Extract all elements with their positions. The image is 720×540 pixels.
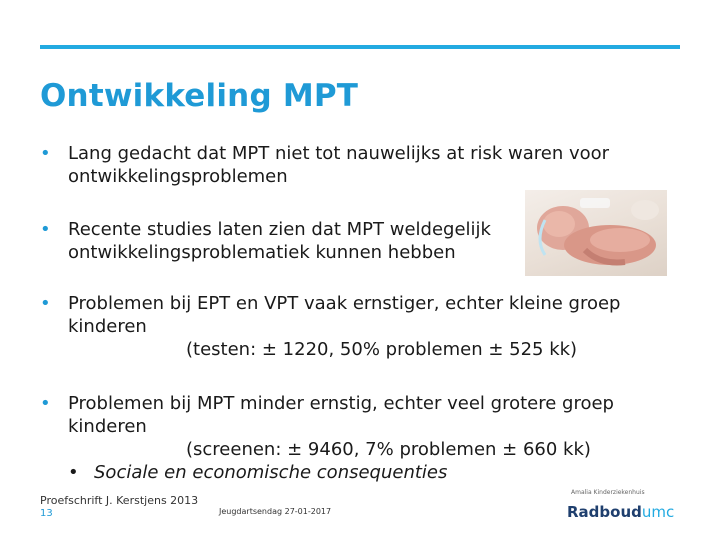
bullet-detail: (testen: ± 1220, 50% problemen ± 525 kk) xyxy=(186,339,578,360)
infant-illustration xyxy=(525,190,667,276)
bullet-item xyxy=(40,142,688,188)
top-accent-rule xyxy=(40,45,680,49)
radboudumc-logo xyxy=(567,503,674,521)
bullet-item xyxy=(40,292,698,361)
bullet-text: Recente studies laten zien dat MPT weldegelijk ontwikkelingsproblematiek kunnen hebben xyxy=(68,219,491,263)
bullet-text: Lang gedacht dat MPT niet tot nauwelijks at risk waren voor ontwikkelingsproblemen xyxy=(68,143,610,187)
event-date: Jeugdartsendag 27-01-2017 xyxy=(219,507,332,516)
bullet-icon: • xyxy=(40,143,51,164)
bullet-icon: • xyxy=(40,293,51,314)
bullet-text: Problemen bij MPT minder ernstig, echter veel grotere groep kinderen xyxy=(68,393,614,437)
logo-main-text: Radboud xyxy=(567,503,642,521)
bullet-detail: (screenen: ± 9460, 7% problemen ± 660 kk) xyxy=(186,439,591,460)
bullet-icon: • xyxy=(40,219,51,240)
bullet-icon: • xyxy=(40,393,51,414)
slide-number: 13 xyxy=(40,508,53,519)
sub-bullet-icon: • xyxy=(68,462,79,483)
bullet-item xyxy=(40,392,698,484)
sub-bullet-text: Sociale en economische consequenties xyxy=(94,462,448,483)
sub-bullet-item xyxy=(68,461,698,484)
source-citation: Proefschrift J. Kerstjens 2013 xyxy=(40,494,199,507)
logo-suffix-text: umc xyxy=(641,503,675,521)
bullet-item xyxy=(40,218,548,264)
bullet-text: Problemen bij EPT en VPT vaak ernstiger, echter kleine groep kinderen xyxy=(68,293,621,337)
slide-title: Ontwikkeling MPT xyxy=(40,78,359,114)
logo-tagline: Amalia Kinderziekenhuis xyxy=(571,489,645,496)
premature-infant-photo xyxy=(525,190,667,276)
